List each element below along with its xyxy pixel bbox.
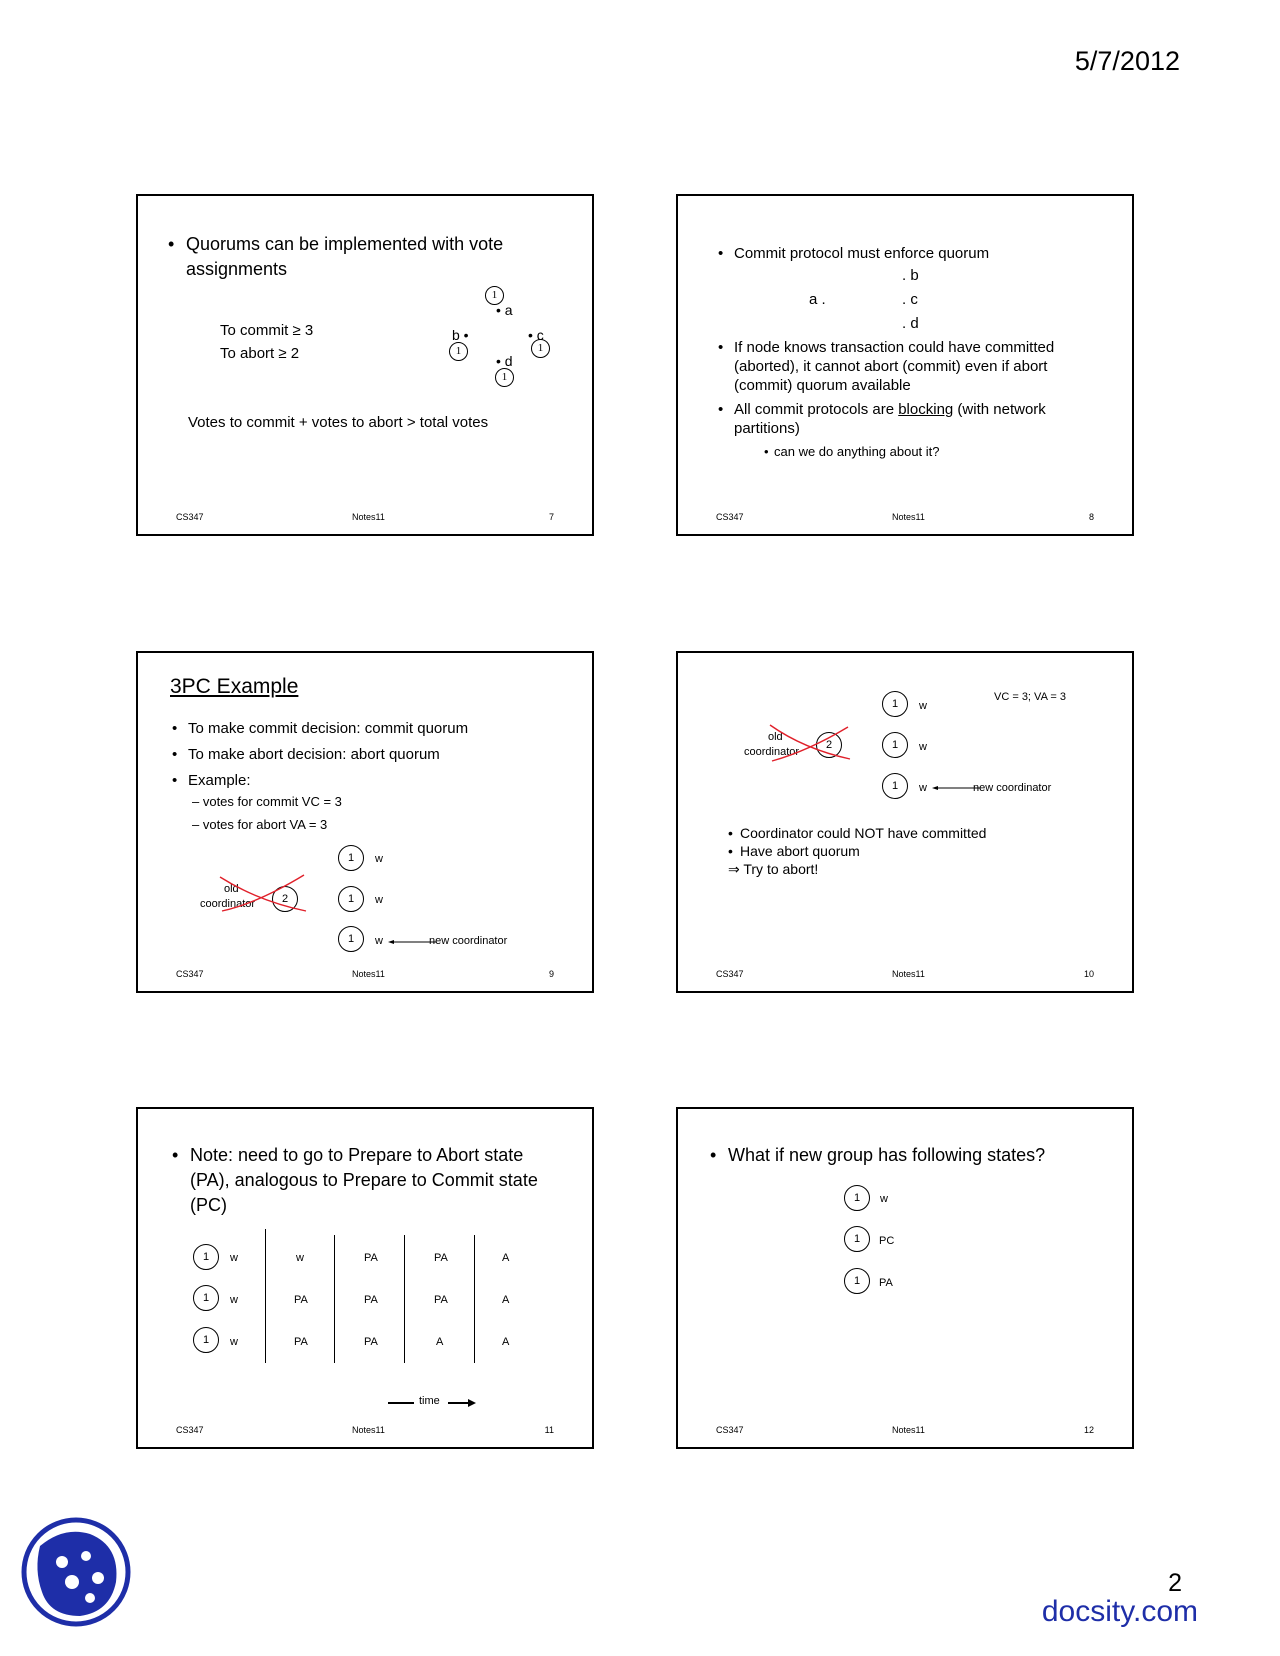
new-coordinator-label: new coordinator [429,935,508,947]
slide-title: 3PC Example [170,675,299,698]
state-label: A [502,1252,510,1264]
footer-notes: Notes11 [352,1425,385,1435]
vote-circle: 2 [816,732,842,758]
commit-rule: To commit ≥ 3 [220,322,314,339]
vote-circle: 1 [338,845,364,871]
state-label: PA [434,1294,448,1306]
vote-circle: 1 [882,691,908,717]
slide-8-bullet-2: • If node knows transaction could have committed (aborted), it cannot abort (commit) even if abort (commit) quorum available [718,339,1055,394]
state-label: w [880,1193,888,1205]
footer-notes: Notes11 [892,512,925,522]
slide-7 [136,194,594,536]
old-label: old [768,731,783,743]
state-label: w [375,853,383,865]
divider [265,1229,266,1363]
abort-rule: To abort ≥ 2 [220,345,300,362]
slide-9 [136,651,594,993]
vote-circle: 1 [531,339,550,358]
node-d: • d [496,353,513,369]
footer-notes: Notes11 [892,1425,925,1435]
footer-course: CS347 [716,969,744,979]
footer-notes: Notes11 [352,512,385,522]
state-label: w [230,1294,238,1306]
footer-course: CS347 [176,512,204,522]
vote-circle: 1 [485,286,504,305]
slide-10-line-1: • Coordinator could NOT have committed [728,825,987,841]
state-label: w [375,935,383,947]
quorum-rule: Votes to commit + votes to abort > total votes [188,414,489,431]
slide-10-line-2: • Have abort quorum [728,843,860,859]
slide-8-bullet-3: • All commit protocols are blocking (with network partitions) [718,401,1046,437]
cross-out-icon [768,723,852,763]
vote-circle: 1 [844,1226,870,1252]
state-label: A [502,1336,510,1348]
divider [474,1235,475,1363]
footer-course: CS347 [716,1425,744,1435]
state-label: w [919,741,927,753]
state-label: w [230,1252,238,1264]
node-a: a . [809,291,826,308]
state-label: PC [879,1235,895,1247]
vote-circle: 1 [193,1285,219,1311]
slide-9-sub-2: – votes for abort VA = 3 [192,817,328,832]
slide-10 [676,651,1134,993]
state-label: w [230,1336,238,1348]
state-label: PA [294,1336,308,1348]
slide-8-bullet-1: • Commit protocol must enforce quorum [718,245,990,262]
time-label: time [419,1395,440,1407]
vote-circle: 1 [882,732,908,758]
coordinator-label: coordinator [744,746,800,758]
slide-12-bullet: • What if new group has following states? [710,1145,1046,1165]
vote-circle: 2 [272,886,298,912]
divider [404,1235,405,1363]
node-b: b • [452,327,469,343]
state-label: PA [294,1294,308,1306]
state-label: PA [879,1277,893,1289]
footer-course: CS347 [176,969,204,979]
footer-slide-number: 11 [544,1425,554,1435]
footer-slide-number: 12 [1083,1425,1094,1435]
state-label: w [919,700,927,712]
state-label: A [502,1294,510,1306]
footer-notes: Notes11 [352,969,385,979]
docsity-logo-icon [20,1516,132,1628]
page-number: 2 [1168,1569,1182,1597]
state-label: w [375,894,383,906]
slide-7-bullet: • Quorums can be implemented with vote assignments [168,234,504,279]
footer-course: CS347 [176,1425,204,1435]
vote-circle: 1 [338,926,364,952]
slide-9-bullet-3: • Example: [172,772,251,789]
footer-slide-number: 10 [1083,969,1094,979]
vote-circle: 1 [844,1268,870,1294]
node-c: . c [902,291,918,308]
slide-12 [676,1107,1134,1449]
footer-course: CS347 [716,512,744,522]
slide-11 [136,1107,594,1449]
state-label: A [436,1336,444,1348]
slide-9-sub-1: – votes for commit VC = 3 [192,794,342,809]
coordinator-label: coordinator [200,898,256,910]
slide-10-line-3: ⇒ Try to abort! [728,861,819,877]
vote-circle: 1 [193,1244,219,1270]
brand-link[interactable]: docsity.com [1041,1595,1198,1628]
footer-slide-number: 8 [1088,512,1094,522]
slide-8 [676,194,1134,536]
old-label: old [224,883,239,895]
vote-circle: 1 [338,886,364,912]
vote-circle: 1 [495,368,514,387]
vote-counts: VC = 3; VA = 3 [994,691,1066,703]
slide-9-bullet-1: • To make commit decision: commit quorum [172,720,469,737]
vote-circle: 1 [882,773,908,799]
state-label: PA [364,1294,378,1306]
node-c: • c [528,327,544,343]
cross-out-icon [218,873,308,913]
divider [334,1235,335,1363]
state-label: PA [434,1252,448,1264]
state-label: PA [364,1336,378,1348]
state-label: w [296,1252,304,1264]
blocking-term: blocking [898,401,954,418]
slide-9-bullet-2: • To make abort decision: abort quorum [172,746,440,763]
slide-11-bullet: • Note: need to go to Prepare to Abort state (PA), analogous to Prepare to Commit state (PC) [172,1145,538,1215]
state-label: PA [364,1252,378,1264]
line-icon [388,1401,414,1407]
vote-circle: 1 [193,1327,219,1353]
footer-slide-number: 9 [548,969,554,979]
node-d: . d [902,315,919,332]
arrow-right-icon [448,1399,476,1407]
footer-slide-number: 7 [548,512,554,522]
vote-circle: 1 [449,342,468,361]
vote-circle: 1 [844,1185,870,1211]
node-b: . b [902,267,919,284]
new-coordinator-label: new coordinator [973,782,1052,794]
footer-notes: Notes11 [892,969,925,979]
slide-8-sub-bullet: • can we do anything about it? [764,444,940,459]
page-date: 5/7/2012 [1074,46,1180,76]
node-a: • a [496,302,513,318]
state-label: w [919,782,927,794]
